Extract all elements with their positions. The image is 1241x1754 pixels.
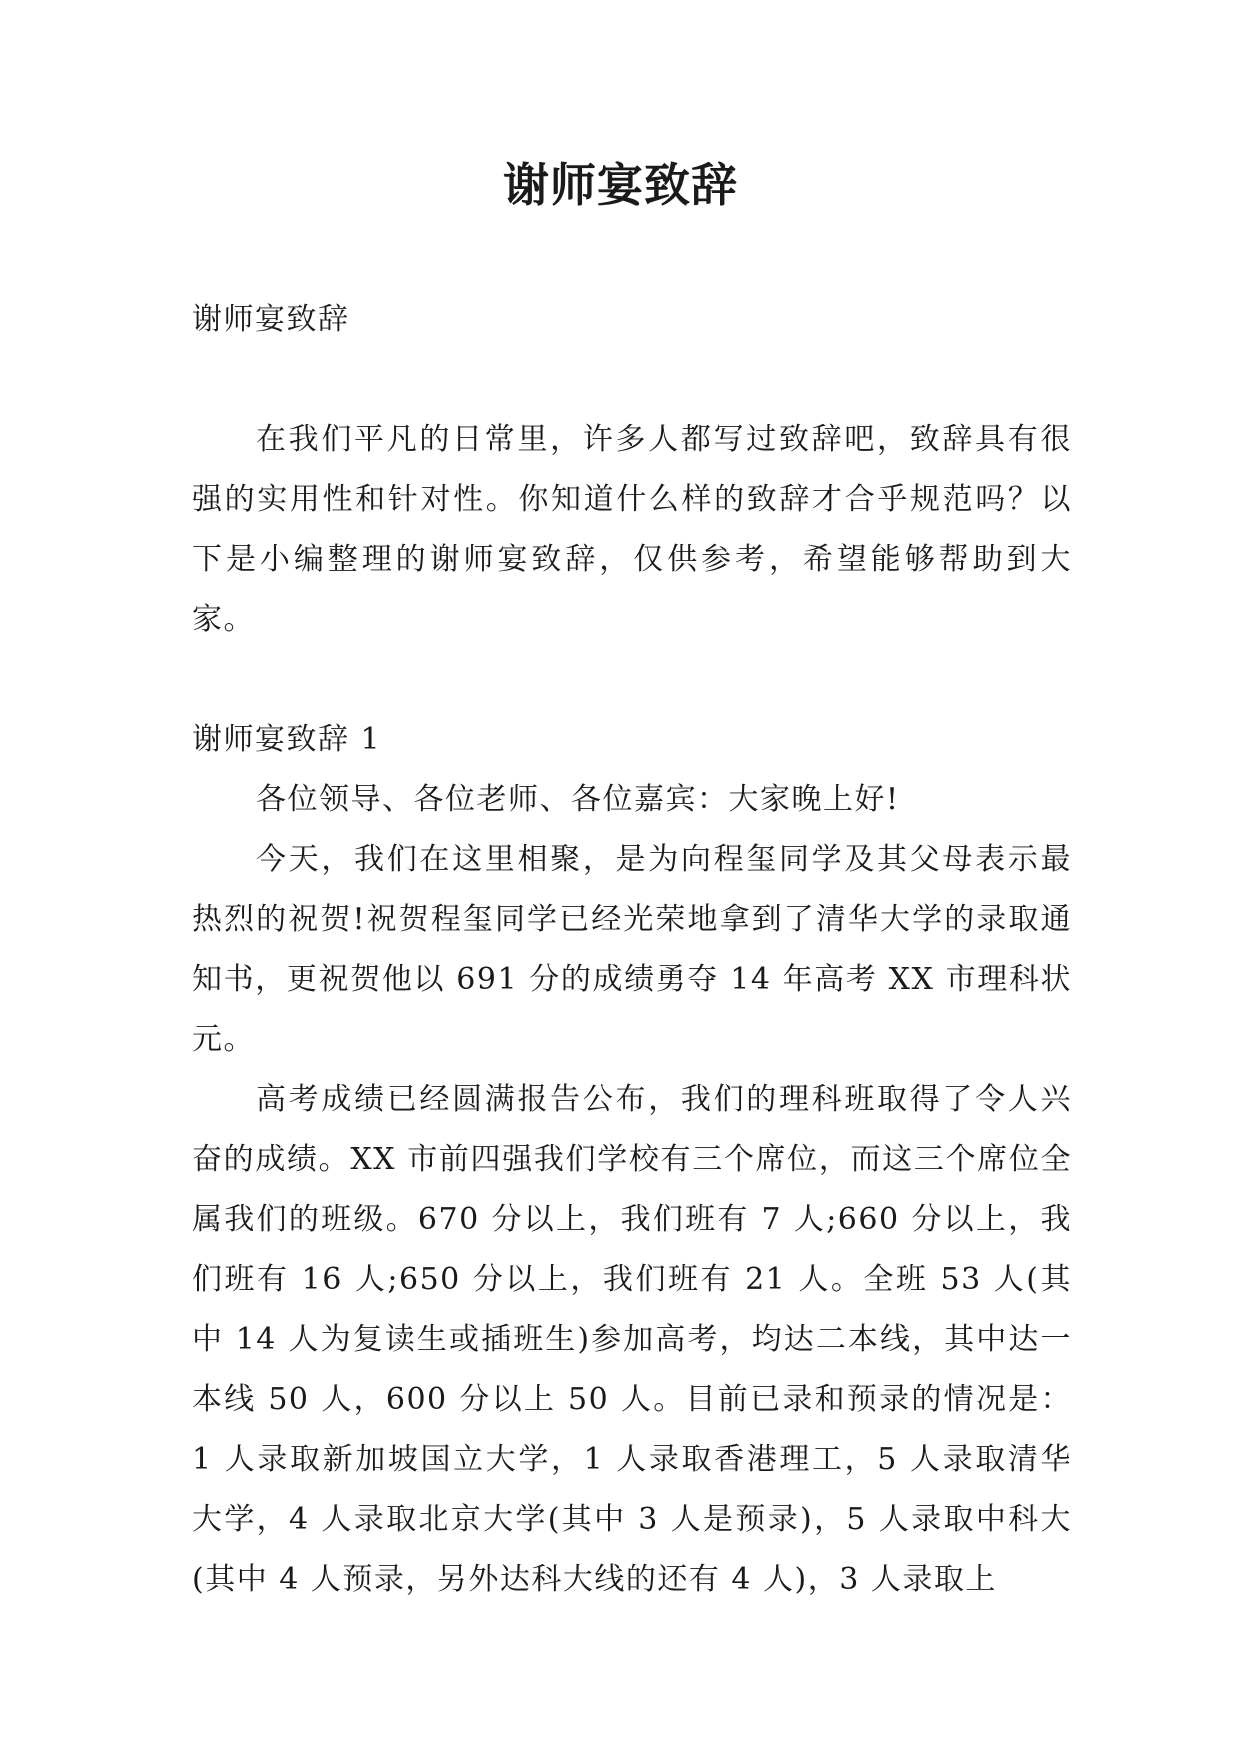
spacer	[192, 350, 1072, 410]
document-subtitle: 谢师宴致辞	[192, 302, 350, 337]
greeting-paragraph: 各位领导、各位老师、各位嘉宾：大家晚上好!	[256, 782, 900, 817]
body-paragraph-1: 今天，我们在这里相聚，是为向程玺同学及其父母表示最热烈的祝贺!祝贺程玺同学已经光荣地拿到了清华大学的录取通知书，更祝贺他以 691 分的成绩勇夺 14 年高考 XX 市理科状元。	[192, 842, 1072, 1057]
section-heading: 谢师宴致辞 1	[192, 722, 382, 757]
body-paragraph-2: 高考成绩已经圆满报告公布，我们的理科班取得了令人兴奋的成绩。XX 市前四强我们学校有三个席位，而这三个席位全属我们的班级。670 分以上，我们班有 7 人;660 分以上，我们班有 16 人;650 分以上，我们班有 21 人。全班 53 人(其中 14 人为复读生或插班生)参加高考，均达二本线，其中达一本线 50 人，600 分以上 50 人。目前已录和预录的情况是：1 人录取新加坡国立大学，1 人录取香港理工，5 人录取清华大学，4 人录取北京大学(其中 3 人是预录)，5 人录取中科大(其中 4 人预录，另外达科大线的还有 4 人)，3 人录取上	[192, 1082, 1072, 1597]
document-body	[192, 290, 1072, 1610]
spacer	[192, 650, 1072, 710]
document-title: 谢师宴致辞	[503, 158, 738, 212]
intro-paragraph: 在我们平凡的日常里，许多人都写过致辞吧，致辞具有很强的实用性和针对性。你知道什么样的致辞才合乎规范吗？以下是小编整理的谢师宴致辞，仅供参考，希望能够帮助到大家。	[192, 422, 1072, 637]
